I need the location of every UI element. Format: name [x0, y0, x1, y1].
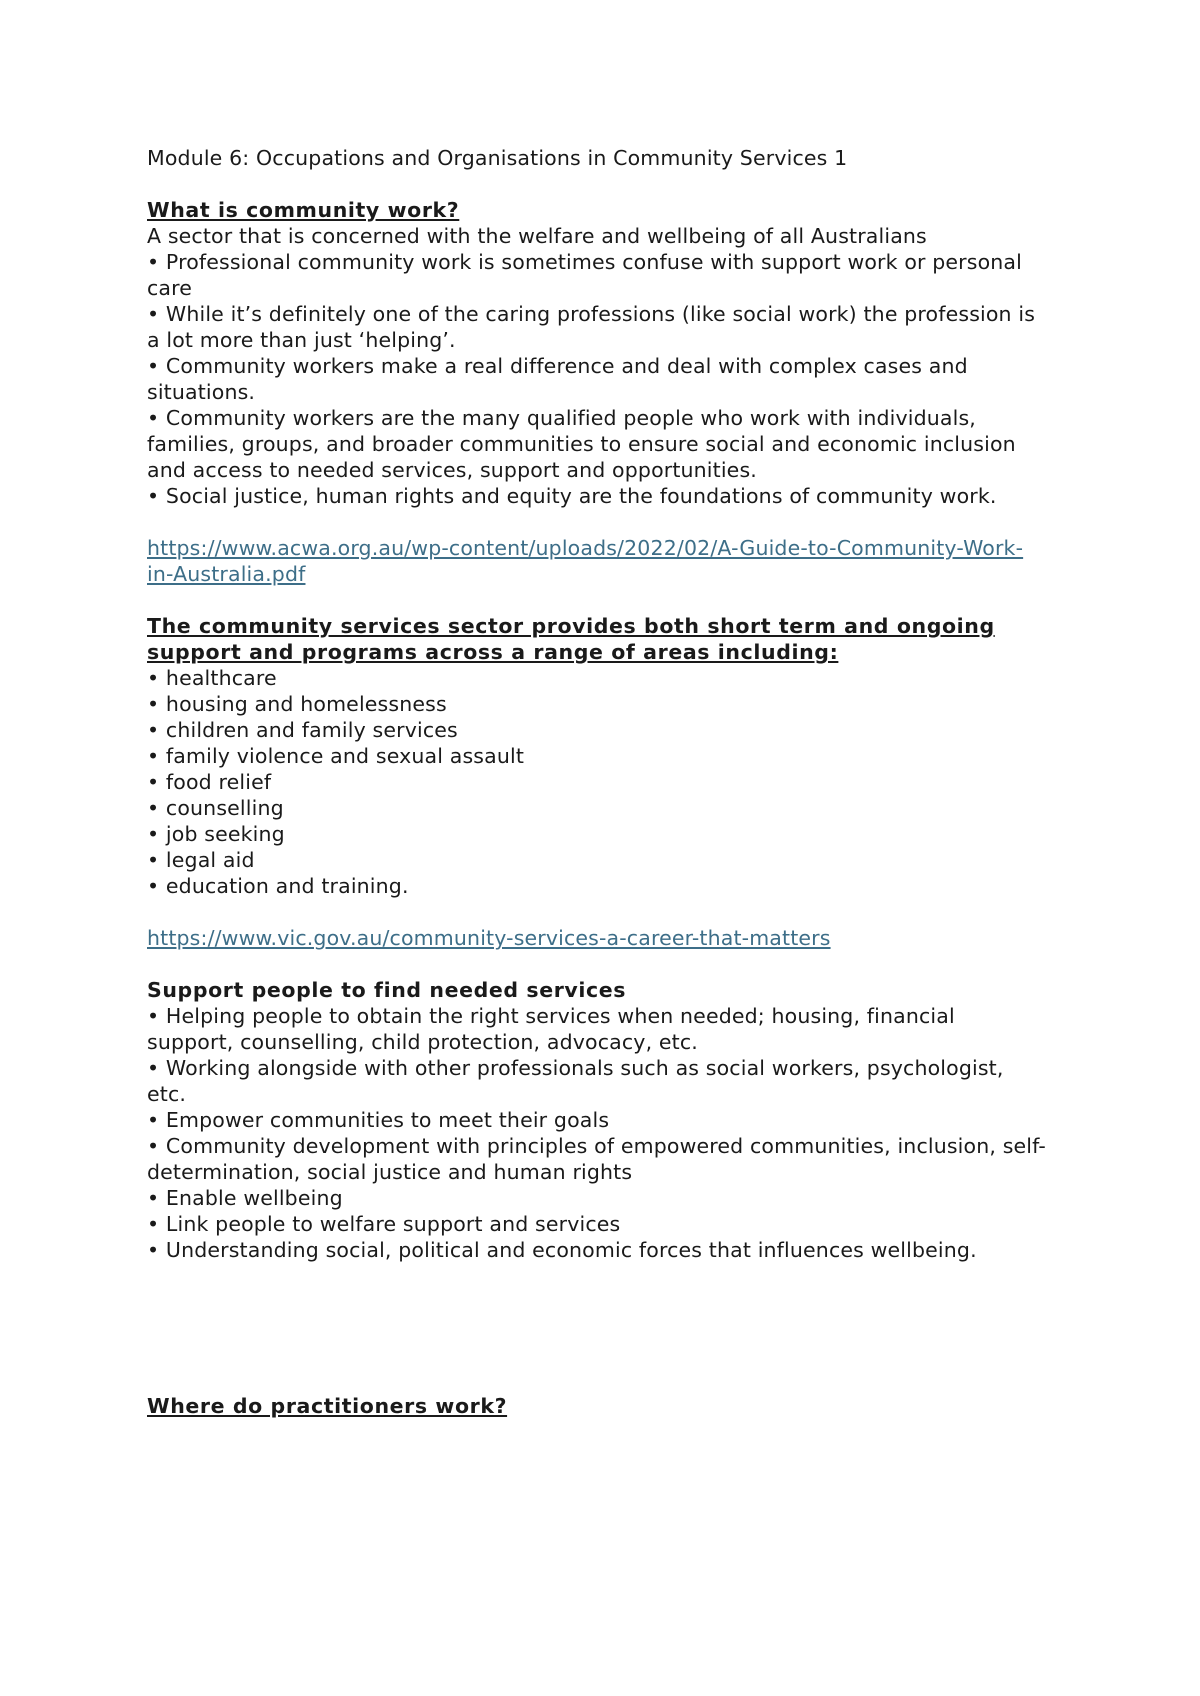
list-item: • Social justice, human rights and equity are the foundations of community work. — [147, 483, 1047, 509]
sector-areas-bullet-list — [147, 665, 1047, 899]
section-heading-where-practitioners-work: Where do practitioners work? — [147, 1394, 508, 1418]
list-item: • food relief — [147, 769, 1047, 795]
list-item: • Community workers make a real difference and deal with complex cases and situations. — [147, 353, 1047, 405]
list-item: • counselling — [147, 795, 1047, 821]
section-heading-sector-areas: The community services sector provides both short term and ongoing support and programs across a range of areas including: — [147, 614, 995, 664]
list-item: • While it’s definitely one of the caring professions (like social work) the profession is a lot more than just ‘helping’. — [147, 301, 1047, 353]
section-intro: A sector that is concerned with the welfare and wellbeing of all Australians — [147, 224, 927, 248]
list-item: • Empower communities to meet their goals — [147, 1107, 1047, 1133]
document-page — [147, 145, 1047, 1419]
vic-gov-career-link[interactable]: https://www.vic.gov.au/community-services-a-career-that-matters — [147, 926, 831, 950]
document-title: Module 6: Occupations and Organisations in Community Services 1 — [147, 146, 848, 170]
section-heading-what-is-community-work: What is community work? — [147, 198, 460, 222]
list-item: • Community development with principles of empowered communities, inclusion, self-determination, social justice and human rights — [147, 1133, 1047, 1185]
list-item: • Understanding social, political and economic forces that influences wellbeing. — [147, 1237, 1047, 1263]
section-heading-support-people: Support people to find needed services — [147, 978, 627, 1002]
list-item: • job seeking — [147, 821, 1047, 847]
list-item: • Link people to welfare support and services — [147, 1211, 1047, 1237]
list-item: • family violence and sexual assault — [147, 743, 1047, 769]
list-item: • legal aid — [147, 847, 1047, 873]
support-people-bullet-list — [147, 1003, 1047, 1263]
list-item: • children and family services — [147, 717, 1047, 743]
list-item: • Helping people to obtain the right services when needed; housing, financial support, counselling, child protection, advocacy, etc. — [147, 1003, 1047, 1055]
list-item: • Working alongside with other professionals such as social workers, psychologist, etc. — [147, 1055, 1047, 1107]
list-item: • healthcare — [147, 665, 1047, 691]
community-work-bullet-list — [147, 249, 1047, 509]
list-item: • Community workers are the many qualified people who work with individuals, families, groups, and broader communities to ensure social and economic inclusion and access to needed services, support and opportunities. — [147, 405, 1047, 483]
acwa-guide-link[interactable]: https://www.acwa.org.au/wp-content/uploads/2022/02/A-Guide-to-Community-Work-in-Australia.pdf — [147, 536, 1024, 586]
list-item: • Professional community work is sometimes confuse with support work or personal care — [147, 249, 1047, 301]
list-item: • education and training. — [147, 873, 1047, 899]
list-item: • housing and homelessness — [147, 691, 1047, 717]
list-item: • Enable wellbeing — [147, 1185, 1047, 1211]
